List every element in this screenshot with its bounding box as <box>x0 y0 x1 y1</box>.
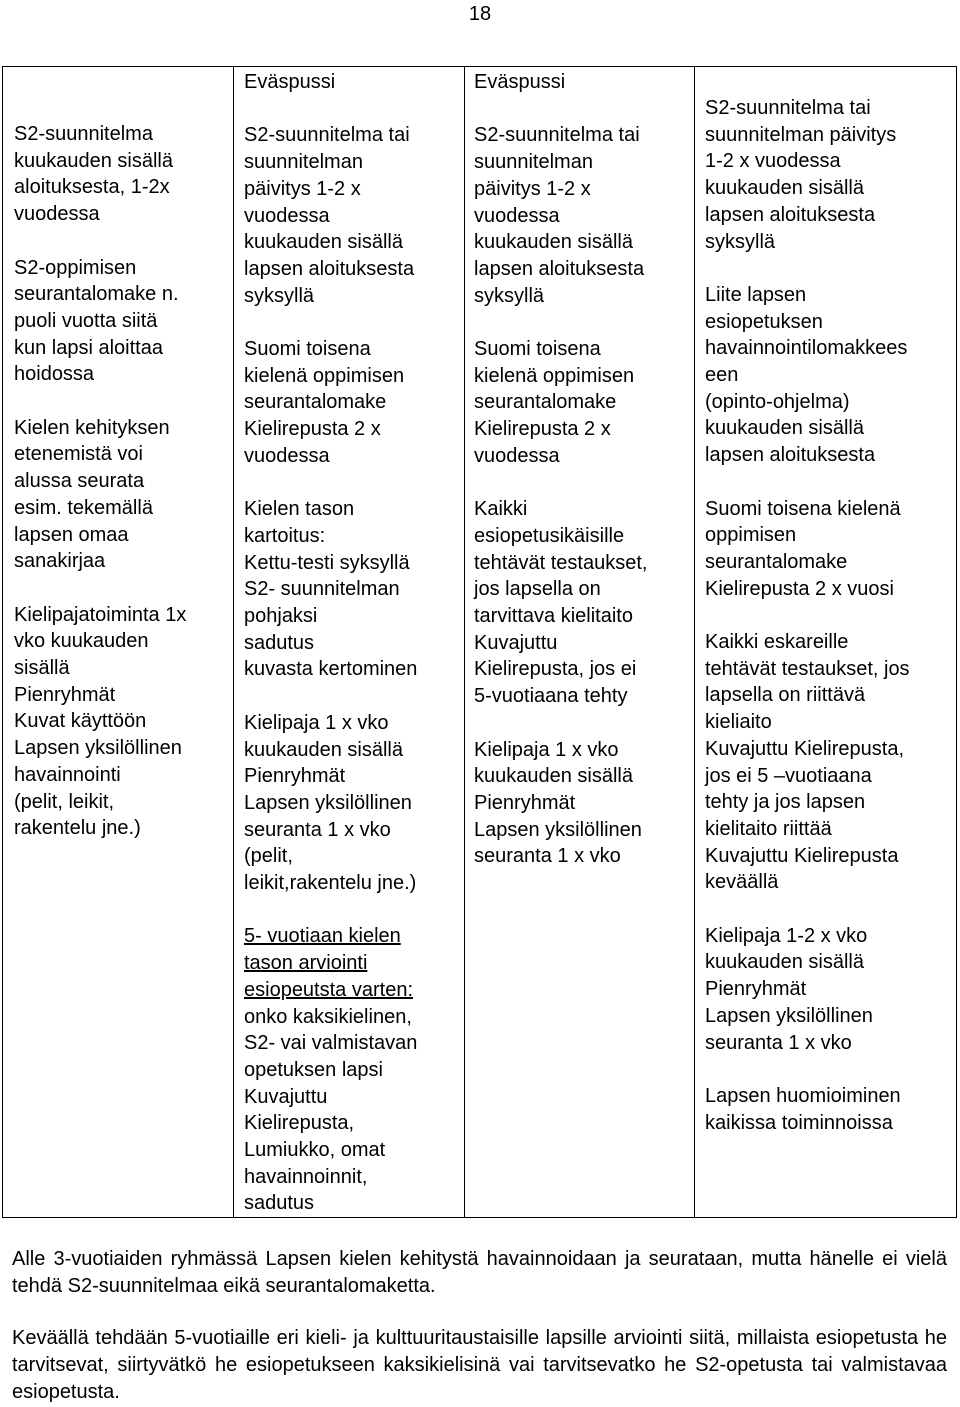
cell-text-line: havainnointi <box>14 763 121 786</box>
cell-text-line: 5- vuotiaan kielen <box>244 925 401 948</box>
cell-text-line: onko kaksikielinen, <box>244 1005 412 1028</box>
cell-text-line: (pelit, <box>244 845 293 868</box>
paragraph-gap <box>244 897 464 924</box>
cell-text-line: Pienryhmät <box>705 978 807 1001</box>
cell-text-line: Suomi toisena <box>474 338 601 360</box>
cell-text-line: lapsen aloituksesta <box>705 444 876 467</box>
cell-text-line: Suomi toisena kielenä <box>705 497 901 520</box>
cell-text-line: Kuvajuttu <box>474 631 558 654</box>
cell-text-line: puoli vuotta siitä <box>14 309 158 332</box>
cell-text-line: kuukauden sisällä <box>705 177 864 200</box>
cell-text-line: Liite lapsen <box>705 283 807 306</box>
cell-text-line: tarvittava kielitaito <box>474 605 633 628</box>
cell-text-line: aloituksesta, 1-2x <box>14 176 170 199</box>
paragraph-gap <box>705 602 950 629</box>
cell-text-line: hoidossa <box>14 363 95 386</box>
cell-text-line: vko kuukauden <box>14 630 149 653</box>
cell-text-line: Suomi toisena <box>244 338 371 360</box>
cell-text-line: S2- vai valmistavan <box>244 1032 418 1055</box>
cell-text-line: havainnointilomakkees <box>705 337 908 360</box>
paragraph-gap <box>14 228 224 255</box>
cell-text-line: S2-suunnitelma tai <box>705 97 871 119</box>
cell-text-line: Kuvat käyttöön <box>14 710 147 733</box>
cell-text-line: kuvasta kertominen <box>244 658 418 681</box>
cell-text-line: Lapsen yksilöllinen <box>705 1004 873 1027</box>
cell-text-line: Lumiukko, omat <box>244 1139 386 1162</box>
cell-text-line: (opinto-ohjelma) <box>705 390 850 413</box>
cell-text-line: suunnitelman päivitys <box>705 123 897 146</box>
paragraph-gap <box>474 710 694 737</box>
cell-text-line: havainnoinnit, <box>244 1165 368 1188</box>
cell-text-line: kuukauden sisällä <box>705 951 864 974</box>
cell-text-line: Kuvajuttu Kielirepusta <box>705 844 899 867</box>
cell-text-line: kuukauden sisällä <box>474 231 633 254</box>
paragraph-gap <box>244 683 464 710</box>
page-number: 18 <box>468 3 492 25</box>
paragraph-gap <box>474 470 694 497</box>
cell-text-line: 1-2 x vuodessa <box>705 150 841 173</box>
cell-text-line: rakentelu jne.) <box>14 817 141 840</box>
paragraph-gap <box>705 1056 950 1083</box>
cell-text-line: Kielipaja 1-2 x vko <box>705 924 868 947</box>
cell-text-line: opetuksen lapsi <box>244 1058 383 1081</box>
cell-text-line: Lapsen yksilöllinen <box>14 737 182 760</box>
cell-text-line: Pienryhmät <box>244 765 346 788</box>
column-3-cell <box>474 69 694 1217</box>
cell-text-line: sadutus <box>244 631 315 654</box>
paragraph-gap <box>705 255 950 282</box>
cell-text-line: jos ei 5 –vuotiaana <box>705 764 872 787</box>
cell-text-line: Kielirepusta, <box>244 1112 355 1135</box>
paragraph-gap <box>14 388 224 415</box>
cell-text-line: Kaikki <box>474 498 528 521</box>
cell-text-line: sisällä <box>14 657 70 680</box>
cell-text-line: Pienryhmät <box>14 683 116 706</box>
cell-text-line: Kielirepusta, jos ei <box>474 658 637 681</box>
cell-text-line: kuukauden sisällä <box>705 417 864 440</box>
cell-text-line: vuodessa <box>474 444 560 467</box>
paragraph-gap <box>244 470 464 497</box>
cell-text-line: lapsen aloituksesta <box>474 257 645 280</box>
cell-text-line: seuranta 1 x vko <box>244 818 391 841</box>
cell-text-line: vuodessa <box>14 203 100 226</box>
cell-text-line: vuodessa <box>474 204 560 227</box>
paragraph-gap <box>474 96 694 123</box>
column-divider <box>694 67 695 1217</box>
cell-text-line: seurantalomake <box>705 550 848 573</box>
cell-text-line: keväällä <box>705 871 779 894</box>
cell-text-line: syksyllä <box>244 284 315 307</box>
cell-text-line: tehtävät testaukset, <box>474 551 648 574</box>
cell-text-line: tehtävät testaukset, jos <box>705 657 910 680</box>
cell-text-line: leikit,rakentelu jne.) <box>244 872 417 895</box>
cell-text-line: kuukauden sisällä <box>14 149 173 172</box>
cell-text-line: Kielipajatoiminta 1x <box>14 603 187 626</box>
cell-text-line: vuodessa <box>244 204 330 227</box>
cell-text-line: pohjaksi <box>244 605 318 628</box>
cell-text-line: Kielirepusta 2 x <box>474 418 611 441</box>
paragraph-gap <box>244 96 464 123</box>
paragraph-gap <box>705 469 950 496</box>
note-5-year-olds-spring <box>12 1325 947 1406</box>
cell-text-line: S2-oppimisen <box>14 256 137 279</box>
cell-text-line: S2-suunnitelma <box>14 123 153 145</box>
cell-text-line: kielenä oppimisen <box>244 364 405 387</box>
cell-text-line: seuranta 1 x vko <box>474 845 621 868</box>
cell-text-line: S2-suunnitelma tai <box>474 124 640 147</box>
cell-text-line: Kielipaja 1 x vko <box>474 738 619 761</box>
cell-text-line: lapsen omaa <box>14 523 129 546</box>
cell-text-line: Kielirepusta 2 x vuosi <box>705 577 894 600</box>
cell-text-line: (pelit, leikit, <box>14 790 115 813</box>
cell-text-line: Pienryhmät <box>474 791 576 814</box>
cell-text-line: kuukauden sisällä <box>474 765 633 788</box>
plan-table <box>2 66 957 1218</box>
cell-text-line: kun lapsi aloittaa <box>14 336 163 359</box>
cell-text-line: Eväspussi <box>474 71 566 93</box>
note-text: Alle 3-vuotiaiden ryhmässä Lapsen kielen kehitystä havainnoidaan ja seurataan, mutta hänelle ei vielä tehdä S2-suunnitelmaa eikä seurantalomaketta. <box>12 1248 947 1297</box>
cell-text-line: seuranta 1 x vko <box>705 1031 852 1054</box>
column-divider <box>233 67 234 1217</box>
cell-text-line: esiopetuksen <box>705 310 823 333</box>
cell-text-line: etenemistä voi <box>14 443 143 466</box>
cell-text-line: seurantalomake <box>244 391 387 414</box>
cell-text-line: syksyllä <box>705 230 776 253</box>
cell-text-line: Lapsen yksilöllinen <box>244 791 412 814</box>
paragraph-gap <box>244 309 464 336</box>
cell-text-line: seurantalomake <box>474 391 617 414</box>
cell-text-line: Kaikki eskareille <box>705 631 849 654</box>
cell-text-line: Eväspussi <box>244 71 336 93</box>
cell-text-line: vuodessa <box>244 444 330 467</box>
cell-text-line: päivitys 1-2 x <box>244 177 361 200</box>
cell-text-line: Kuvajuttu <box>244 1085 328 1108</box>
paragraph-gap <box>14 575 224 602</box>
cell-text-line: S2-suunnitelma tai <box>244 124 410 147</box>
cell-text-line: jos lapsella on <box>474 578 601 601</box>
cell-text-line: seurantalomake n. <box>14 283 179 306</box>
cell-text-line: Kuvajuttu Kielirepusta, <box>705 737 905 760</box>
cell-text-line: kielenä oppimisen <box>474 364 635 387</box>
cell-text-line: kielitaito riittää <box>705 817 832 840</box>
cell-text-line: Kielen tason <box>244 498 355 521</box>
cell-text-line: alussa seurata <box>14 470 145 493</box>
cell-text-line: Kettu-testi syksyllä <box>244 551 410 574</box>
column-divider <box>464 67 465 1217</box>
column-2-cell <box>244 69 464 1217</box>
cell-text-line: oppimisen <box>705 524 797 547</box>
cell-text-line: suunnitelman <box>474 151 593 174</box>
column-4-cell <box>705 95 950 1217</box>
cell-text-line: tehty ja jos lapsen <box>705 791 866 814</box>
cell-text-line: sadutus <box>244 1192 315 1215</box>
cell-text-line: S2- suunnitelman <box>244 578 400 601</box>
cell-text-line: tason arviointi <box>244 952 368 975</box>
cell-text-line: Kielirepusta 2 x <box>244 418 381 441</box>
cell-text-line: esiopetusikäisille <box>474 524 625 547</box>
cell-text-line: lapsella on riittävä <box>705 684 866 707</box>
cell-text-line: syksyllä <box>474 284 545 307</box>
cell-text-line: een <box>705 364 739 387</box>
cell-text-line: esim. tekemällä <box>14 496 153 519</box>
cell-text-line: lapsen aloituksesta <box>705 203 876 226</box>
note-text: Keväällä tehdään 5-vuotiaille eri kieli- ja kulttuuritaustaisille lapsille arviointi siitä, millaista esiopetusta he tarvitsevat, siirtyvätkö he esiopetukseen kaksikielisinä vai tarvitsevatko he S2-opetusta tai valmistavaa esiopetusta. <box>12 1327 947 1403</box>
cell-text-line: Lapsen huomioiminen <box>705 1084 901 1107</box>
cell-text-line: kuukauden sisällä <box>244 738 403 761</box>
cell-text-line: 5-vuotiaana tehty <box>474 685 628 708</box>
cell-text-line: kaikissa toiminnoissa <box>705 1111 893 1134</box>
cell-text-line: sanakirjaa <box>14 550 106 573</box>
paragraph-gap <box>705 896 950 923</box>
cell-text-line: päivitys 1-2 x <box>474 177 591 200</box>
column-1-cell <box>14 121 224 1217</box>
cell-text-line: Lapsen yksilöllinen <box>474 818 642 841</box>
cell-text-line: suunnitelman <box>244 151 363 174</box>
note-under-3-year-olds <box>12 1246 947 1300</box>
cell-text-line: kuukauden sisällä <box>244 231 403 254</box>
cell-text-line: Kielen kehityksen <box>14 416 170 439</box>
cell-text-line: kieliaito <box>705 711 772 734</box>
cell-text-line: kartoitus: <box>244 524 326 547</box>
cell-text-line: Kielipaja 1 x vko <box>244 711 389 734</box>
cell-text-line: lapsen aloituksesta <box>244 257 415 280</box>
cell-text-line: esiopeutsta varten: <box>244 978 413 1001</box>
paragraph-gap <box>474 309 694 336</box>
